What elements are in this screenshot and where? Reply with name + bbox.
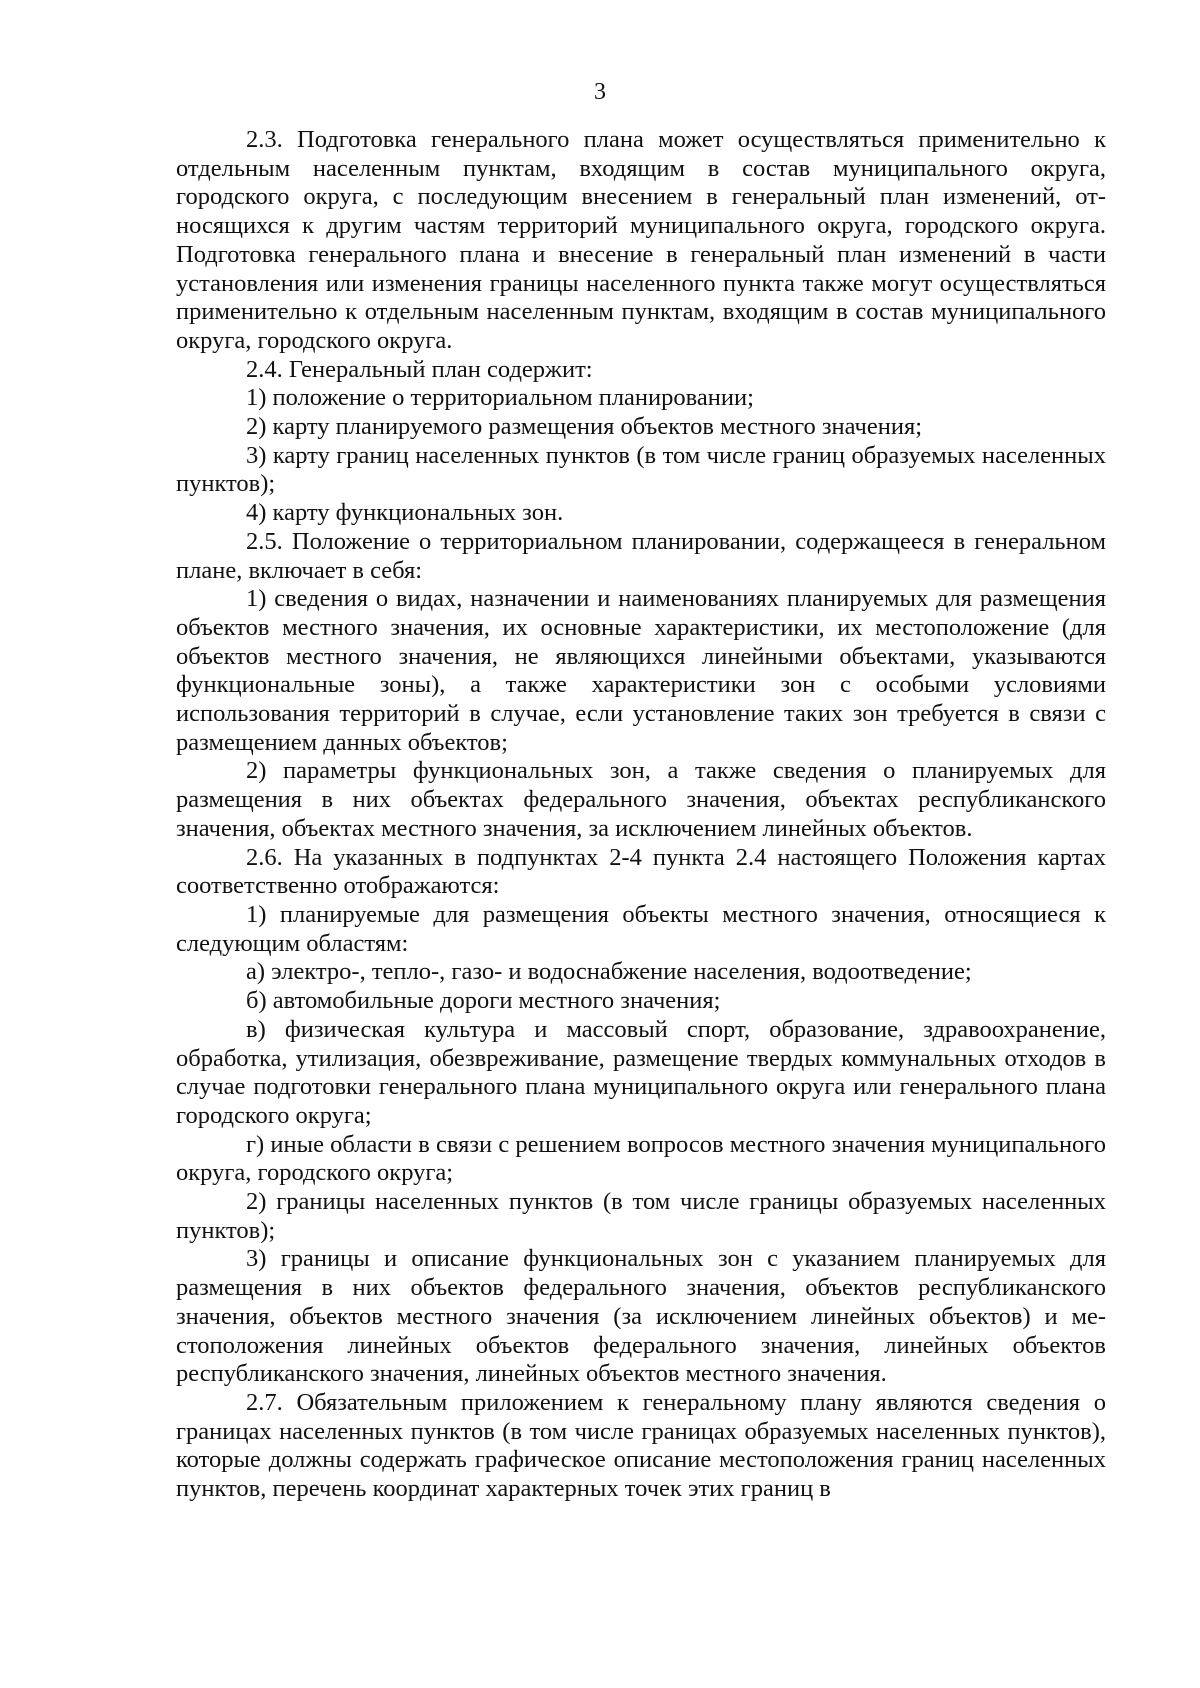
list-item-2-6-2: 2) границы населенных пунктов (в том числе границы образуемых населенных пунктов); bbox=[176, 1188, 1106, 1244]
paragraph-2-3: 2.3. Подготовка генерального плана может осуществляться применительно к отдельным населенным пунктам, входящим в состав муниципального округа, городского округа, с последующим внесением в генеральный план изменений, относящихся к другим частям территорий муниципального округа, городского округа. Подготовка генерального плана и внесение в генеральный план изменений в части установления или изменения границы населенного пункта также могут осуществляться применительно к отдельным населенным пунктам, входящим в состав муниципального округа, городского округа. bbox=[176, 126, 1106, 354]
list-item-2-4-4: 4) карту функциональных зон. bbox=[246, 499, 564, 527]
list-item-2-6-3: 3) границы и описание функциональных зон с указанием планируемых для размещения в них объектов федерального значения, объектов республиканского значения, объектов местного значения (за исключением линейных объектов) и местоположения линейных объектов федерального значения, линейных объектов республиканского значения, линейных объектов местного значения. bbox=[176, 1245, 1106, 1388]
document-body bbox=[176, 126, 1106, 1504]
paragraph-2-4: 2.4. Генеральный план содержит: bbox=[246, 355, 593, 383]
paragraph-2-6: 2.6. На указанных в подпунктах 2-4 пункта 2.4 настоящего Положения картах соответственно отображаются: bbox=[176, 843, 1106, 900]
paragraph-2-5: 2.5. Положение о территориальном планировании, содержащееся в генеральном плане, включает в себя: bbox=[176, 527, 1106, 584]
list-item-2-5-2: 2) параметры функциональных зон, а также сведения о планируемых для размещения в них объектах федерального значения, объектах республиканского значения, объектах местного значения, за исключением линейных объектов. bbox=[176, 757, 1106, 842]
list-item-2-6-1: 1) планируемые для размещения объекты местного значения, относящиеся к следующим областям: bbox=[176, 900, 1106, 957]
list-item-2-4-1: 1) положение о территориальном планировании; bbox=[246, 384, 754, 412]
list-item-2-6-1-g: г) иные области в связи с решением вопросов местного значения муниципального округа, городского округа; bbox=[176, 1130, 1106, 1187]
list-item-2-6-1-a: а) электро-, тепло-, газо- и водоснабжение населения, водоотведение; bbox=[246, 958, 972, 986]
list-item-2-5-1: 1) сведения о видах, назначении и наименованиях планируемых для размещения объектов местного значения, их основные характеристики, их местоположение (для объектов местного значения, не являющихся линейными объектами, указываются функциональные зоны), а также характеристики зон с особыми условиями использования территорий в случае, если установление таких зон требуется в связи с размещением данных объектов; bbox=[176, 585, 1106, 756]
list-item-2-4-2: 2) карту планируемого размещения объектов местного значения; bbox=[246, 413, 923, 441]
list-item-2-6-1-b: б) автомобильные дороги местного значения; bbox=[246, 987, 721, 1015]
paragraph-2-7: 2.7. Обязательным приложением к генеральному плану являются сведения о границах населенных пунктов (в том числе границах образуемых населенных пунктов), которые должны содержать графическое описание местоположения границ населенных пунктов, перечень координат характерных точек этих границ в bbox=[176, 1388, 1106, 1503]
list-item-2-6-1-v: в) физическая культура и массовый спорт, образование, здравоохранение, обработка, утилизация, обезвреживание, размещение твердых коммунальных отходов в случае подготовки генерального плана муниципального округа или генерального плана городского округа; bbox=[176, 1015, 1106, 1129]
list-item-2-4-3: 3) карту границ населенных пунктов (в том числе границ образуемых населенных пунктов); bbox=[176, 441, 1106, 498]
page-number: 3 bbox=[594, 79, 606, 105]
